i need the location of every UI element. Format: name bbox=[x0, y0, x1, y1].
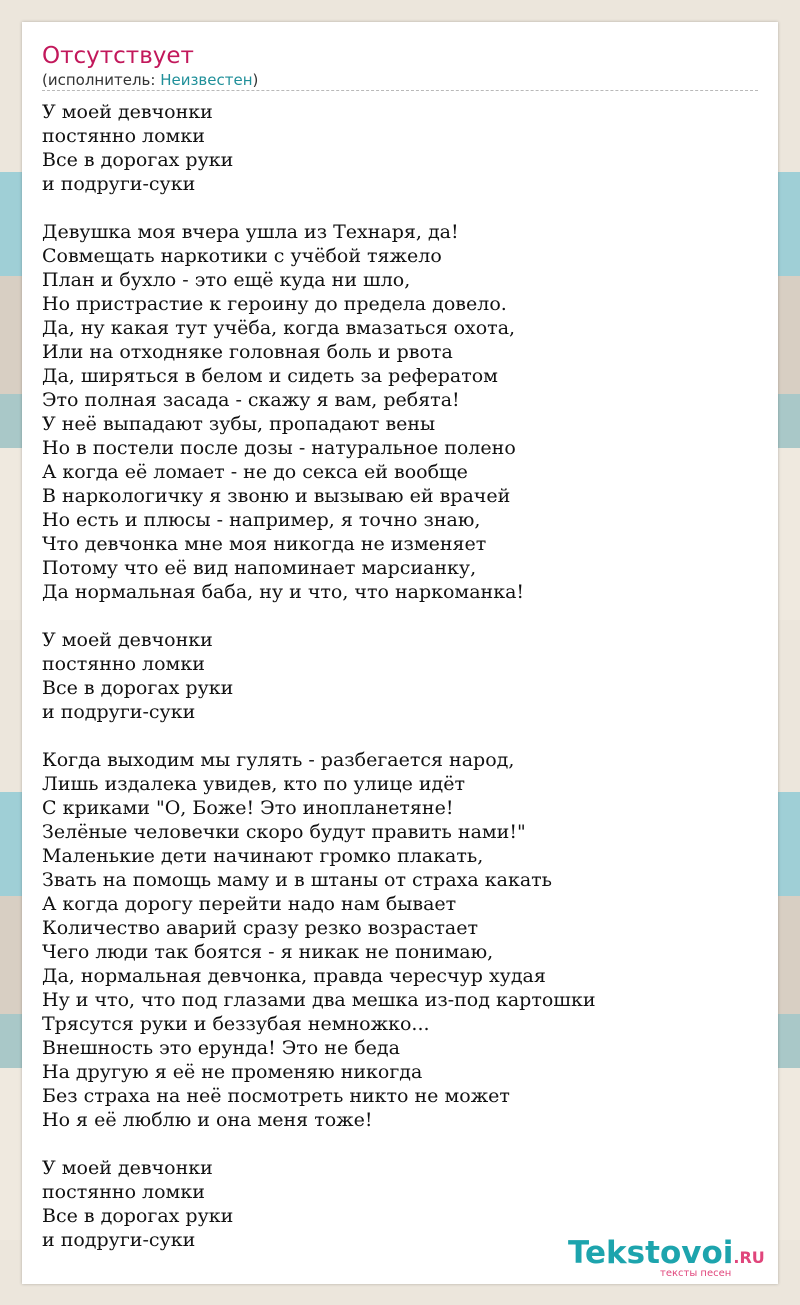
stanza-break bbox=[42, 1132, 758, 1156]
lyric-line: Да, ну какая тут учёба, когда вмазаться охота, bbox=[42, 317, 516, 339]
lyric-line: Все в дорогах руки bbox=[42, 149, 234, 171]
song-title: Отсутствует bbox=[42, 43, 194, 69]
lyric-line: У моей девчонки bbox=[42, 101, 213, 123]
lyric-line: Внешность это ерунда! Это не беда bbox=[42, 1037, 400, 1059]
lyric-line: Но есть и плюсы - например, я точно знаю, bbox=[42, 509, 481, 531]
lyric-line: Звать на помощь маму и в штаны от страха какать bbox=[42, 869, 553, 891]
logo-text: Tekstovoi bbox=[568, 1235, 734, 1271]
site-logo[interactable] bbox=[568, 1235, 765, 1279]
lyric-line: Маленькие дети начинают громко плакать, bbox=[42, 845, 484, 867]
lyric-line: постянно ломки bbox=[42, 1181, 205, 1203]
lyric-line: У моей девчонки bbox=[42, 629, 213, 651]
lyric-line: Трясутся руки и беззубая немножко... bbox=[42, 1013, 430, 1035]
lyric-line: Да нормальная баба, ну и что, что наркоманка! bbox=[42, 581, 525, 603]
lyric-line: А когда её ломает - не до секса ей вообще bbox=[42, 461, 468, 483]
lyric-line: Но я её люблю и она меня тоже! bbox=[42, 1109, 373, 1131]
lyric-line: Что девчонка мне моя никогда не изменяет bbox=[42, 533, 487, 555]
lyric-line: и подруги-суки bbox=[42, 701, 196, 723]
divider bbox=[42, 90, 758, 91]
artist-prefix: (исполнитель: bbox=[42, 71, 161, 89]
lyric-line: постянно ломки bbox=[42, 125, 205, 147]
lyric-line: Но в постели после дозы - натуральное полено bbox=[42, 437, 516, 459]
lyrics-text bbox=[42, 100, 758, 1252]
lyric-line: У моей девчонки bbox=[42, 1157, 213, 1179]
lyric-line: постянно ломки bbox=[42, 653, 205, 675]
lyric-line: Все в дорогах руки bbox=[42, 677, 234, 699]
stanza-break bbox=[42, 604, 758, 628]
lyric-line: Все в дорогах руки bbox=[42, 1205, 234, 1227]
lyric-line: Или на отходняке головная боль и рвота bbox=[42, 341, 453, 363]
lyric-line: Зелёные человечки скоро будут править нами!" bbox=[42, 821, 526, 843]
lyric-line: С криками "О, Боже! Это инопланетяне! bbox=[42, 797, 454, 819]
logo-tagline: тексты песен bbox=[660, 1268, 732, 1279]
logo-domain: .RU bbox=[733, 1248, 765, 1267]
lyric-line: и подруги-суки bbox=[42, 173, 196, 195]
artist-suffix: ) bbox=[252, 71, 259, 89]
lyrics-card bbox=[22, 22, 778, 1284]
lyric-line: А когда дорогу перейти надо нам бывает bbox=[42, 893, 457, 915]
lyric-line: Девушка моя вчера ушла из Технаря, да! bbox=[42, 221, 459, 243]
lyric-line: Ну и что, что под глазами два мешка из-под картошки bbox=[42, 989, 596, 1011]
lyric-line: Но пристрастие к героину до предела довело. bbox=[42, 293, 507, 315]
artist-line bbox=[42, 70, 258, 90]
lyric-line: На другую я её не променяю никогда bbox=[42, 1061, 423, 1083]
lyric-line: План и бухло - это ещё куда ни шло, bbox=[42, 269, 411, 291]
lyric-line: Без страха на неё посмотреть никто не может bbox=[42, 1085, 510, 1107]
lyric-line: Да, нормальная девчонка, правда чересчур худая bbox=[42, 965, 546, 987]
stanza-break bbox=[42, 196, 758, 220]
lyric-line: Да, ширяться в белом и сидеть за рефератом bbox=[42, 365, 498, 387]
lyric-line: Количество аварий сразу резко возрастает bbox=[42, 917, 478, 939]
lyric-line: Это полная засада - скажу я вам, ребята! bbox=[42, 389, 460, 411]
lyric-line: Потому что её вид напоминает марсианку, bbox=[42, 557, 477, 579]
lyric-line: В наркологичку я звоню и вызываю ей врачей bbox=[42, 485, 511, 507]
lyric-line: и подруги-суки bbox=[42, 1229, 196, 1251]
stanza-break bbox=[42, 724, 758, 748]
lyric-line: Когда выходим мы гулять - разбегается народ, bbox=[42, 749, 515, 771]
artist-link[interactable]: Неизвестен bbox=[160, 71, 253, 89]
lyric-line: Лишь издалека увидев, кто по улице идёт bbox=[42, 773, 465, 795]
lyric-line: Совмещать наркотики с учёбой тяжело bbox=[42, 245, 442, 267]
lyric-line: У неё выпадают зубы, пропадают вены bbox=[42, 413, 436, 435]
lyric-line: Чего люди так боятся - я никак не понимаю, bbox=[42, 941, 494, 963]
